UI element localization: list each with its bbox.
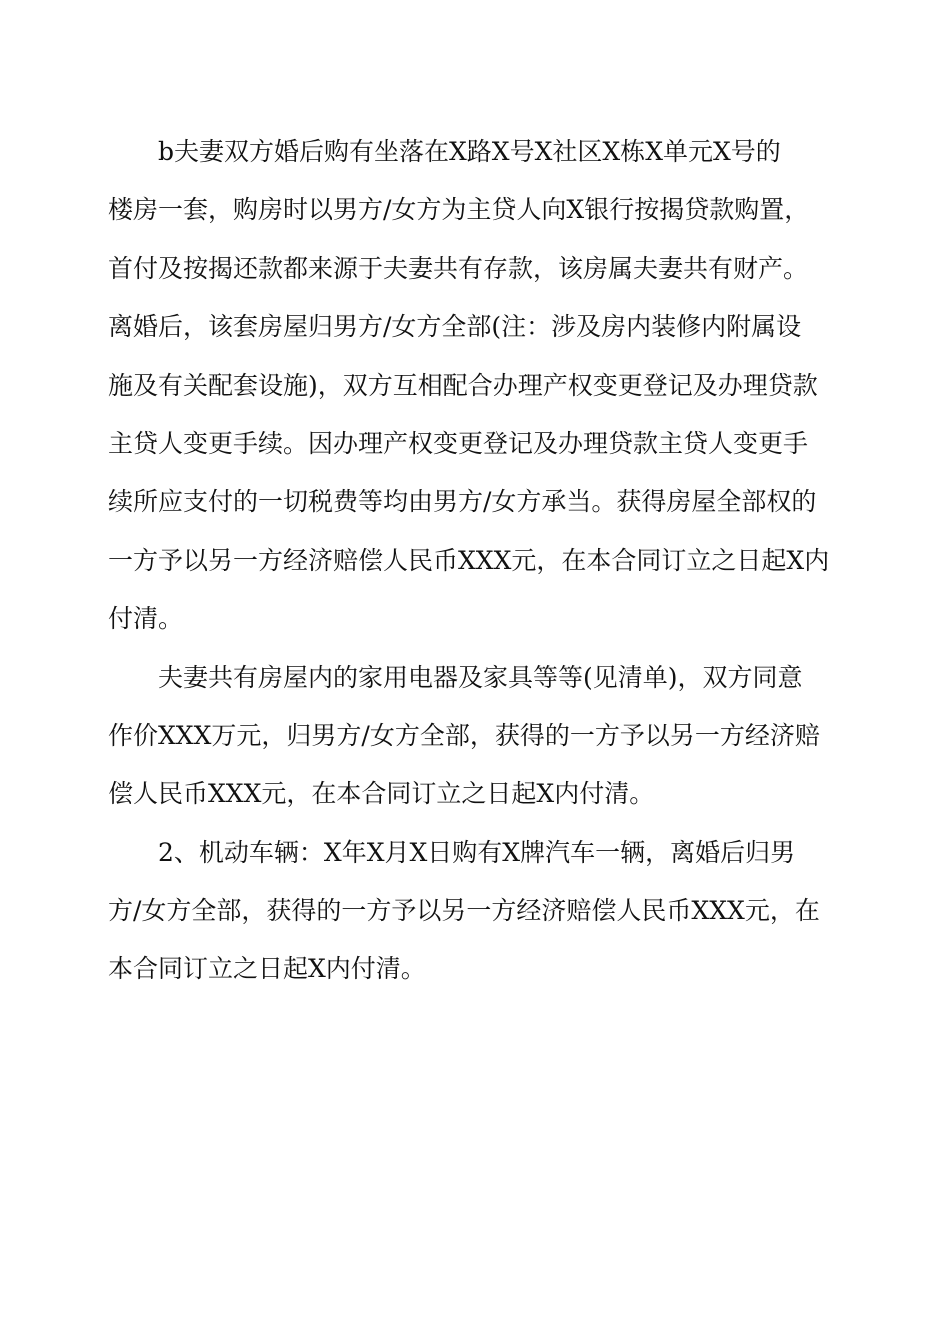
text-line: 主贷人变更手续。因办理产权变更登记及办理贷款主贷人变更手 [108, 428, 809, 458]
text-line: 首付及按揭还款都来源于夫妻共有存款，该房属夫妻共有财产。 [108, 253, 809, 283]
text-line: 付清。 [108, 604, 184, 634]
text-line: 楼房一套，购房时以男方/女方为主贷人向X银行按揭贷款购置， [108, 195, 810, 225]
text-line: 偿人民币XXX元，在本合同订立之日起X内付清。 [108, 779, 655, 809]
text-line: 离婚后，该套房屋归男方/女方全部(注：涉及房内装修内附属设 [108, 312, 802, 342]
text-line: 续所应支付的一切税费等均由男方/女方承当。获得房屋全部权的 [108, 487, 817, 517]
text-line: 方/女方全部，获得的一方予以另一方经济赔偿人民币XXX元，在 [108, 896, 820, 926]
text-line: 一方予以另一方经济赔偿人民币XXX元，在本合同订立之日起X内 [108, 545, 830, 575]
text-line: 夫妻共有房屋内的家用电器及家具等等(见清单)，双方同意 [158, 662, 803, 692]
text-line: 2、机动车辆：X年X月X日购有X牌汽车一辆，离婚后归男 [158, 837, 796, 867]
text-line: b夫妻双方婚后购有坐落在X路X号X社区X栋X单元X号的 [158, 137, 781, 166]
text-line: 作价XXX万元，归男方/女方全部，获得的一方予以另一方经济赔 [108, 720, 820, 750]
document-body [108, 123, 848, 999]
text-line: 施及有关配套设施)，双方互相配合办理产权变更登记及办理贷款 [108, 370, 818, 400]
text-line: 本合同订立之日起X内付清。 [108, 954, 426, 984]
